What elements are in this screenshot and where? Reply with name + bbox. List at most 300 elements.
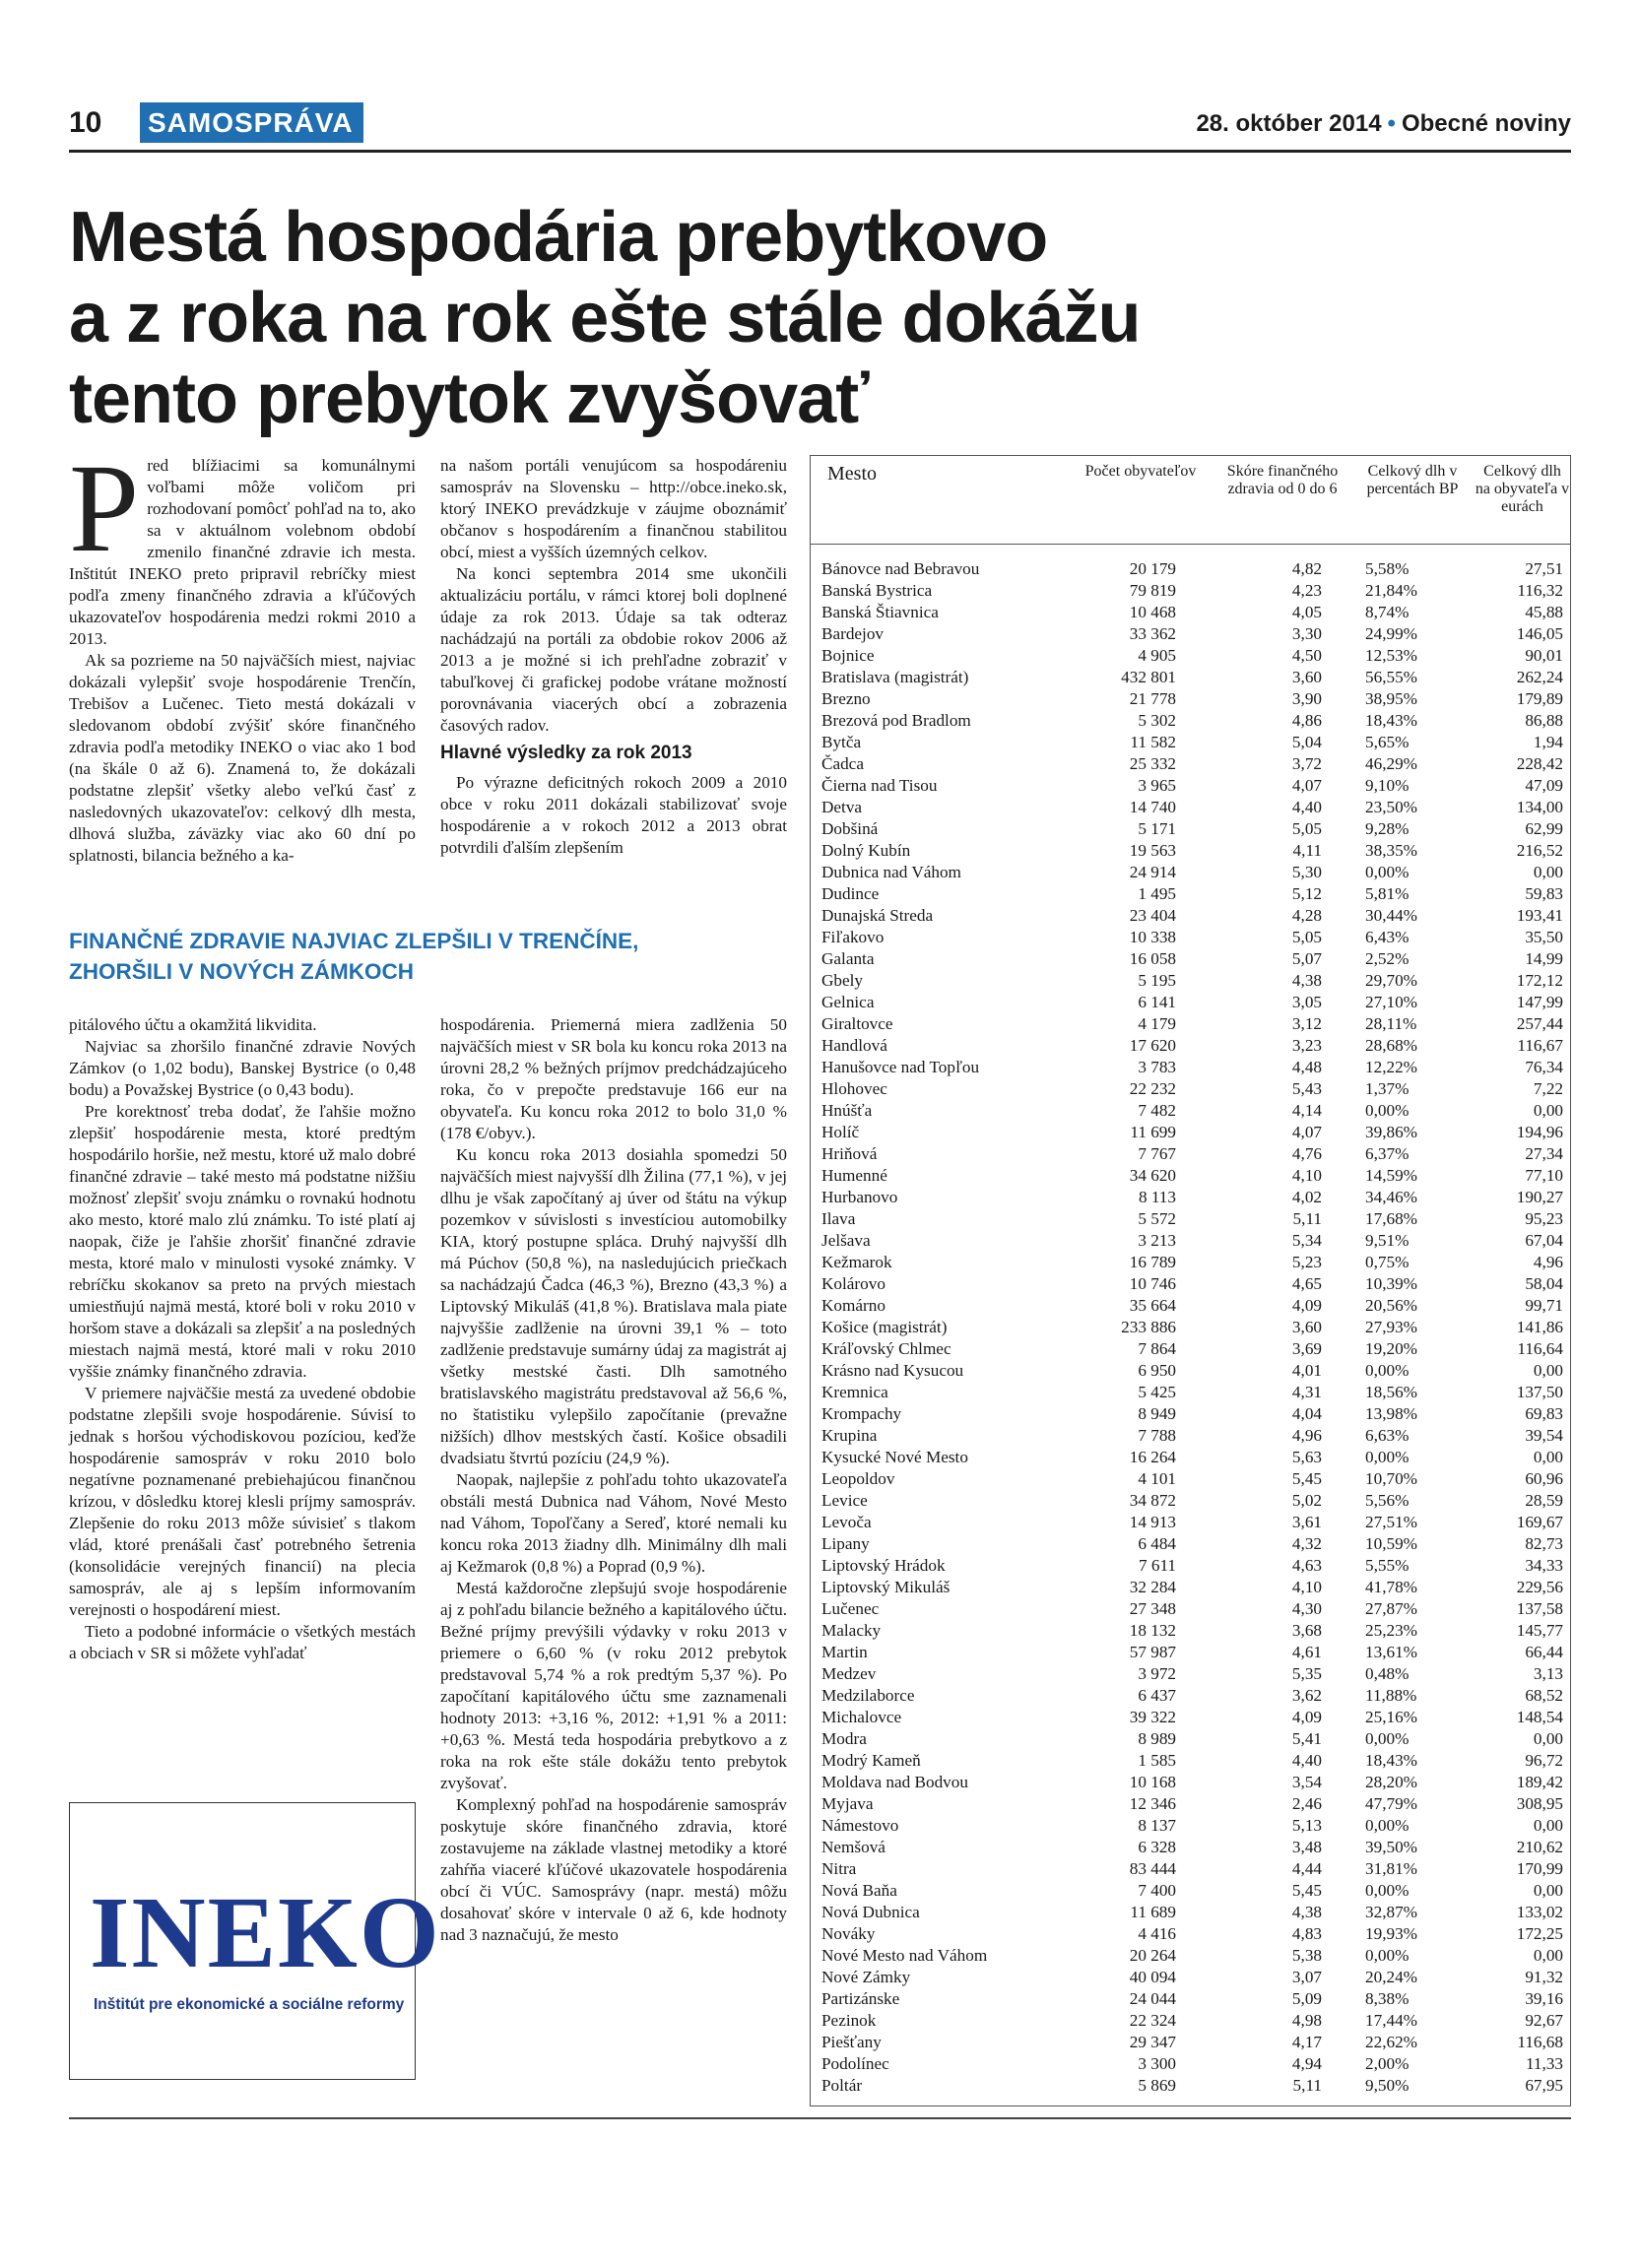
- cell-debt-per-capita: 60,96: [1525, 1468, 1563, 1488]
- cell-population: 5 425: [1138, 1382, 1176, 1401]
- cell-score: 5,05: [1291, 927, 1322, 946]
- cell-city: Handlová: [821, 1035, 887, 1055]
- table-row: [810, 2075, 1571, 2097]
- table-row: [810, 1295, 1571, 1317]
- cell-debt-per-capita: 0,00: [1533, 862, 1563, 881]
- pull-quote: [69, 926, 798, 987]
- cell-score: 4,65: [1291, 1273, 1322, 1293]
- cell-score: 4,11: [1292, 840, 1322, 860]
- table-row: [810, 1208, 1571, 1230]
- table-row: [810, 818, 1571, 840]
- bullet-separator: •: [1387, 110, 1396, 137]
- cell-population: 7 400: [1138, 1880, 1176, 1900]
- cell-debt-per-capita: 210,62: [1516, 1837, 1563, 1856]
- cell-city: Bánovce nad Bebravou: [821, 558, 980, 578]
- cell-debt-per-capita: 90,01: [1525, 645, 1563, 665]
- cell-debt-per-capita: 82,73: [1525, 1533, 1563, 1553]
- table-row: [810, 797, 1571, 818]
- cell-population: 3 783: [1138, 1057, 1176, 1076]
- cell-population: 3 300: [1138, 2053, 1176, 2073]
- cell-debt-percent: 38,35%: [1365, 840, 1417, 860]
- table-row: [810, 1533, 1571, 1555]
- cell-population: 21 778: [1129, 688, 1176, 708]
- cell-population: 10 338: [1129, 927, 1176, 946]
- cell-city: Hanušovce nad Topľou: [821, 1057, 980, 1076]
- table-row: [810, 1620, 1571, 1642]
- cell-debt-per-capita: 189,42: [1516, 1772, 1563, 1791]
- table-row: [810, 710, 1571, 732]
- cell-population: 10 468: [1129, 602, 1176, 621]
- cell-debt-percent: 11,88%: [1365, 1685, 1417, 1705]
- article-column-1-top: [69, 438, 416, 867]
- cell-city: Giraltovce: [821, 1013, 893, 1033]
- cell-score: 3,54: [1291, 1772, 1322, 1791]
- table-row: [810, 1447, 1571, 1468]
- paragraph: Na konci septembra 2014 sme ukončili aktualizáciu portálu, v rámci ktorej boli doplnené údaje za rok 2013. Údaje sa tak odteraz nachádzajú na portáli za obdobie rokov 2006 až 2013 a je možné si ich prehľadne zobraziť v tabuľkovej či grafickej podobe vrátane možností porovnávania viacerých obcí a zobrazenia časových radov.: [440, 564, 787, 735]
- table-row: [810, 1338, 1571, 1360]
- cell-debt-per-capita: 3,13: [1533, 1663, 1563, 1683]
- cell-population: 23 404: [1129, 905, 1176, 925]
- cell-population: 6 328: [1138, 1837, 1176, 1856]
- cell-debt-per-capita: 229,56: [1516, 1577, 1563, 1596]
- cell-debt-per-capita: 14,99: [1525, 948, 1563, 968]
- cell-population: 6 141: [1138, 992, 1176, 1011]
- cell-debt-per-capita: 77,10: [1525, 1165, 1563, 1185]
- paragraph: Ku koncu roka 2013 dosiahla spomedzi 50 najväčších miest najvyšší dlh Žilina (77,1 %), v jej dlhu je však započítaný aj úver od štátu na výkup pozemkov v súvislosti s investíciou automobilky KIA, ktorý postupne spláca. Druhý najvyšší dlh má Púchov (50,8 %), na nasledujúcich priečkach sa nachádzajú Čadca (46,3 %), Brezno (43,3 %) a Liptovský Mikuláš (41,8 %). Bratislava mala piate najvyššie zadlženie na úrovni 39,1 % – toto zadlženie predstavuje sumárny údaj za magistrát aj všetky mestské časti. Dlh samotného bratislavského magistrátu predstavoval až 56,6 %, no štatistiku vylepšilo započítanie (prevažne nižších) dlhov mestských častí. Košice obsadili dvadsiatu štvrtú pozíciu (24,9 %).: [440, 1145, 787, 1467]
- cell-debt-per-capita: 194,96: [1516, 1122, 1563, 1141]
- cell-debt-per-capita: 0,00: [1533, 1815, 1563, 1835]
- cell-population: 34 872: [1129, 1490, 1176, 1510]
- table-row: [810, 1750, 1571, 1772]
- table-row: [810, 732, 1571, 753]
- cell-score: 5,12: [1291, 883, 1322, 903]
- table-row: [810, 862, 1571, 883]
- cell-debt-percent: 25,23%: [1365, 1620, 1417, 1640]
- cell-score: 4,31: [1291, 1382, 1322, 1401]
- cell-score: 3,61: [1291, 1512, 1322, 1531]
- cell-debt-per-capita: 4,96: [1533, 1252, 1563, 1271]
- cell-score: 5,34: [1291, 1230, 1322, 1250]
- table-row: [810, 1793, 1571, 1815]
- cell-score: 4,28: [1291, 905, 1322, 925]
- cell-population: 32 284: [1129, 1577, 1176, 1596]
- cell-debt-per-capita: 27,51: [1525, 558, 1563, 578]
- column-header-debt-per-capita: Celkový dlh na obyvateľa v eurách: [1475, 463, 1570, 515]
- cell-population: 1 585: [1138, 1750, 1176, 1770]
- cell-city: Piešťany: [821, 2032, 882, 2051]
- cell-score: 3,62: [1291, 1685, 1322, 1705]
- cell-city: Bratislava (magistrát): [821, 667, 969, 686]
- table-row: [810, 1837, 1571, 1858]
- issue-date: 28. október 2014: [1196, 110, 1382, 137]
- table-row: [810, 1577, 1571, 1598]
- table-row: [810, 1317, 1571, 1338]
- cell-debt-percent: 14,59%: [1365, 1165, 1417, 1185]
- table-row: [810, 1555, 1571, 1577]
- cell-score: 4,30: [1291, 1598, 1322, 1618]
- cell-debt-percent: 23,50%: [1365, 797, 1417, 816]
- table-row: [810, 948, 1571, 970]
- cell-city: Banská Bystrica: [821, 580, 933, 600]
- cell-population: 8 949: [1138, 1403, 1176, 1423]
- cell-debt-percent: 31,81%: [1365, 1858, 1417, 1878]
- cell-debt-per-capita: 59,83: [1525, 883, 1563, 903]
- cell-population: 25 332: [1129, 753, 1176, 773]
- section-label: SAMOSPRÁVA: [140, 102, 363, 143]
- paragraph: Tieto a podobné informácie o všetkých mestách a obciach v SR si môžete vyhľadať: [69, 1622, 416, 1662]
- table-body: [810, 544, 1571, 2097]
- cell-score: 4,32: [1291, 1533, 1322, 1553]
- table-row: [810, 1252, 1571, 1273]
- cell-debt-percent: 28,11%: [1365, 1013, 1417, 1033]
- cell-debt-percent: 0,00%: [1365, 1815, 1410, 1835]
- cell-debt-percent: 17,68%: [1365, 1208, 1417, 1228]
- cell-population: 33 362: [1129, 623, 1176, 643]
- cell-score: 3,72: [1291, 753, 1322, 773]
- cell-score: 4,02: [1291, 1187, 1322, 1206]
- cell-population: 79 819: [1129, 580, 1176, 600]
- cell-debt-per-capita: 170,99: [1516, 1858, 1563, 1878]
- cell-population: 35 664: [1129, 1295, 1176, 1315]
- cell-debt-percent: 18,43%: [1365, 1750, 1417, 1770]
- cell-score: 5,41: [1291, 1728, 1322, 1748]
- table-row: [810, 2032, 1571, 2053]
- cell-score: 5,23: [1291, 1252, 1322, 1271]
- cell-score: 3,05: [1291, 992, 1322, 1011]
- cell-debt-per-capita: 137,58: [1516, 1598, 1563, 1618]
- cell-city: Brezno: [821, 688, 871, 708]
- cell-score: 4,10: [1291, 1577, 1322, 1596]
- paragraph: V priemere najväčšie mestá za uvedené obdobie podstatne zlepšili svoje hospodárenie. Súvisí to jednak s horšou východiskovou pozíciou, keďže hospodárenie samospráv v roku 2010 bolo negatívne poznamenané prebiehajúcou finančnou krízou, v dôsledku ktorej klesli príjmy samospráv. Zlepšenie do roku 2013 môže súvisieť s tlakom vlád, ktoré prenášali časť potrebného šetrenia (konsolidácie verejných financií) na plecia samospráv, ale aj s lepším informovaním verejnosti o hospodárení miest.: [69, 1384, 416, 1619]
- cell-city: Holíč: [821, 1122, 860, 1141]
- cell-score: 4,82: [1291, 558, 1322, 578]
- cell-debt-percent: 19,20%: [1365, 1338, 1417, 1358]
- cell-city: Banská Štiavnica: [821, 602, 939, 621]
- table-row: [810, 905, 1571, 927]
- cell-population: 14 740: [1129, 797, 1176, 816]
- cell-debt-percent: 27,10%: [1365, 992, 1417, 1011]
- cell-population: 11 699: [1130, 1122, 1176, 1141]
- table-row: [810, 1685, 1571, 1707]
- cell-debt-per-capita: 58,04: [1525, 1273, 1563, 1293]
- table-row: [810, 1815, 1571, 1837]
- cell-debt-per-capita: 0,00: [1533, 1360, 1563, 1380]
- cell-population: 7 788: [1138, 1425, 1176, 1445]
- cell-city: Malacky: [821, 1620, 882, 1640]
- cell-score: 4,04: [1291, 1403, 1322, 1423]
- cell-debt-percent: 29,70%: [1365, 970, 1417, 990]
- cell-debt-percent: 32,87%: [1365, 1902, 1417, 1921]
- table-row: [810, 1403, 1571, 1425]
- cell-debt-per-capita: 116,32: [1517, 580, 1563, 600]
- table-row: [810, 1663, 1571, 1685]
- table-row: [810, 1988, 1571, 2010]
- table-row: [810, 1230, 1571, 1252]
- table-row: [810, 1078, 1571, 1100]
- cell-debt-per-capita: 69,83: [1525, 1403, 1563, 1423]
- cell-population: 16 058: [1129, 948, 1176, 968]
- cell-population: 233 886: [1121, 1317, 1176, 1336]
- cell-city: Partizánske: [821, 1988, 900, 2008]
- cell-score: 3,07: [1291, 1967, 1322, 1986]
- pull-quote-line: ZHORŠILI V NOVÝCH ZÁMKOCH: [69, 959, 415, 984]
- table-row: [810, 1967, 1571, 1988]
- cell-debt-per-capita: 34,33: [1525, 1555, 1563, 1575]
- cell-debt-percent: 0,00%: [1365, 1728, 1410, 1748]
- cell-population: 34 620: [1129, 1165, 1176, 1185]
- cell-debt-per-capita: 1,94: [1533, 732, 1563, 751]
- table-row: [810, 840, 1571, 862]
- cell-score: 5,43: [1291, 1078, 1322, 1098]
- cell-population: 20 264: [1129, 1945, 1176, 1965]
- cell-population: 83 444: [1129, 1858, 1176, 1878]
- cell-city: Gbely: [821, 970, 864, 990]
- cell-score: 4,94: [1291, 2053, 1322, 2073]
- cell-debt-percent: 0,00%: [1365, 1360, 1410, 1380]
- cell-debt-percent: 6,37%: [1365, 1143, 1410, 1163]
- cell-city: Nové Zámky: [821, 1967, 911, 1986]
- cell-population: 5 572: [1138, 1208, 1176, 1228]
- paragraph: Komplexný pohľad na hospodárenie samospráv poskytuje skóre finančného zdravia, ktoré zostavujeme na základe vlastnej metodiky a ktoré zahŕňa viaceré kľúčové ukazovatele hospodárenia obcí či VÚC. Samosprávy (napr. mestá) môžu dosahovať skóre v intervale 0 až 6, kde hodnoty nad 3 naznačujú, že mesto: [440, 1795, 787, 1944]
- cell-city: Kráľovský Chlmec: [821, 1338, 951, 1358]
- cell-population: 29 347: [1129, 2032, 1176, 2051]
- cell-city: Jelšava: [821, 1230, 871, 1250]
- cell-debt-percent: 13,61%: [1365, 1642, 1417, 1661]
- cell-population: 10 746: [1129, 1273, 1176, 1293]
- cell-debt-percent: 27,87%: [1365, 1598, 1417, 1618]
- cell-city: Nové Mesto nad Váhom: [821, 1945, 988, 1965]
- table-row: [810, 1100, 1571, 1122]
- article-column-1-bottom: [69, 1014, 416, 1664]
- table-row: [810, 1923, 1571, 1945]
- cell-debt-per-capita: 76,34: [1525, 1057, 1563, 1076]
- cell-score: 5,11: [1292, 2075, 1322, 2095]
- cell-score: 3,60: [1291, 667, 1322, 686]
- cell-debt-per-capita: 216,52: [1516, 840, 1563, 860]
- cell-debt-percent: 0,75%: [1365, 1252, 1410, 1271]
- cell-population: 27 348: [1129, 1598, 1176, 1618]
- cell-city: Nitra: [821, 1858, 857, 1878]
- cell-debt-per-capita: 67,04: [1525, 1230, 1563, 1250]
- paragraph: Mestá každoročne zlepšujú svoje hospodárenie aj z pohľadu bilancie bežného a kapitálového účtu. Bežné príjmy prevýšili výdavky v roku 2013 v priemere o 6,60 % (v roku 2012 prebytok predstavoval 5,74 % a rok predtým 5,37 %). Po započítaní kapitálového účtu sme zaznamenali hodnoty 2013: +3,16 %, 2012: +1,91 % a 2011: +0,63 %. Mestá teda hospodária prebytkovo a z roka na rok ešte stále dokážu tento prebytok zvyšovať.: [440, 1579, 787, 1792]
- cell-score: 5,35: [1291, 1663, 1322, 1683]
- cell-score: 4,17: [1291, 2032, 1322, 2051]
- cell-score: 4,23: [1291, 580, 1322, 600]
- subheading: Hlavné výsledky za rok 2013: [440, 743, 692, 763]
- cell-score: 5,05: [1291, 818, 1322, 838]
- table-row: [810, 1165, 1571, 1187]
- cell-score: 4,61: [1291, 1642, 1322, 1661]
- cell-debt-percent: 9,28%: [1365, 818, 1410, 838]
- cell-debt-per-capita: 45,88: [1525, 602, 1563, 621]
- cell-debt-percent: 27,51%: [1365, 1512, 1417, 1531]
- city-finance-table: [810, 455, 1571, 2097]
- cell-score: 5,11: [1292, 1208, 1322, 1228]
- cell-debt-percent: 46,29%: [1365, 753, 1417, 773]
- cell-score: 5,38: [1291, 1945, 1322, 1965]
- cell-debt-per-capita: 134,00: [1516, 797, 1563, 816]
- cell-city: Poltár: [821, 2075, 863, 2095]
- cell-debt-per-capita: 39,16: [1525, 1988, 1563, 2008]
- cell-city: Liptovský Mikuláš: [821, 1577, 951, 1596]
- cell-city: Hlohovec: [821, 1078, 887, 1098]
- cell-population: 10 168: [1129, 1772, 1176, 1791]
- cell-debt-per-capita: 262,24: [1516, 667, 1563, 686]
- cell-population: 16 264: [1129, 1447, 1176, 1466]
- cell-score: 2,46: [1291, 1793, 1322, 1813]
- cell-debt-per-capita: 308,95: [1516, 1793, 1563, 1813]
- table-row: [810, 1273, 1571, 1295]
- cell-city: Leopoldov: [821, 1468, 895, 1488]
- table-row: [810, 667, 1571, 688]
- cell-population: 7 864: [1138, 1338, 1176, 1358]
- cell-debt-percent: 27,93%: [1365, 1317, 1417, 1336]
- table-row: [810, 1512, 1571, 1533]
- cell-score: 4,44: [1291, 1858, 1322, 1878]
- headline-line: a z roka na rok ešte stále dokážu: [69, 279, 1141, 357]
- cell-population: 22 324: [1129, 2010, 1176, 2030]
- cell-city: Nováky: [821, 1923, 876, 1943]
- table-row: [810, 1490, 1571, 1512]
- cell-city: Námestovo: [821, 1815, 899, 1835]
- cell-debt-percent: 39,86%: [1365, 1122, 1417, 1141]
- ineko-logo: INEKO: [90, 1876, 441, 1989]
- footer-rule: [69, 2117, 1571, 2119]
- cell-debt-per-capita: 95,23: [1525, 1208, 1563, 1228]
- cell-population: 4 416: [1138, 1923, 1176, 1943]
- cell-debt-per-capita: 11,33: [1525, 2053, 1563, 2073]
- cell-debt-per-capita: 62,99: [1525, 818, 1563, 838]
- cell-debt-percent: 13,98%: [1365, 1403, 1417, 1423]
- cell-city: Medzev: [821, 1663, 877, 1683]
- cell-city: Dolný Kubín: [821, 840, 911, 860]
- cell-population: 7 482: [1138, 1100, 1176, 1120]
- cell-score: 3,30: [1291, 623, 1322, 643]
- cell-debt-per-capita: 35,50: [1525, 927, 1563, 946]
- cell-city: Levoča: [821, 1512, 872, 1531]
- cell-city: Modra: [821, 1728, 867, 1748]
- cell-city: Čadca: [821, 753, 864, 773]
- cell-city: Kysucké Nové Mesto: [821, 1447, 968, 1466]
- cell-city: Čierna nad Tisou: [821, 775, 938, 795]
- cell-debt-percent: 25,16%: [1365, 1707, 1417, 1726]
- table-row: [810, 1468, 1571, 1490]
- cell-debt-percent: 6,43%: [1365, 927, 1410, 946]
- headline: [69, 197, 1566, 439]
- cell-debt-percent: 20,24%: [1365, 1967, 1417, 1986]
- cell-population: 40 094: [1129, 1967, 1176, 1986]
- page-number: 10: [69, 106, 102, 139]
- cell-debt-percent: 17,44%: [1365, 2010, 1417, 2030]
- cell-population: 432 801: [1121, 667, 1176, 686]
- table-row: [810, 1187, 1571, 1208]
- paragraph: red blížiacimi sa komunálnymi voľbami môže voličom pri rozhodovaní pomôcť pohľad na to, ako sa v aktuálnom volebnom období zmenilo finančné zdravie ich mesta. Inštitút INEKO preto pripravil rebríčky miest podľa zmeny finančného zdravia a kľúčových ukazovateľov hospodárenia medzi rokmi 2010 a 2013.: [69, 456, 416, 648]
- issue-info: [1196, 110, 1571, 138]
- cell-city: Podolínec: [821, 2053, 889, 2073]
- cell-score: 4,07: [1291, 1122, 1322, 1141]
- cell-score: 5,04: [1291, 732, 1322, 751]
- cell-population: 16 789: [1129, 1252, 1176, 1271]
- column-header-city: Mesto: [827, 463, 877, 485]
- cell-population: 1 495: [1138, 883, 1176, 903]
- cell-score: 3,60: [1291, 1317, 1322, 1336]
- cell-debt-percent: 6,63%: [1365, 1425, 1410, 1445]
- cell-score: 4,14: [1291, 1100, 1322, 1120]
- cell-debt-percent: 9,51%: [1365, 1230, 1410, 1250]
- cell-population: 18 132: [1129, 1620, 1176, 1640]
- cell-population: 7 611: [1138, 1555, 1176, 1575]
- cell-debt-percent: 39,50%: [1365, 1837, 1417, 1856]
- cell-debt-percent: 1,37%: [1365, 1078, 1410, 1098]
- cell-debt-per-capita: 67,95: [1525, 2075, 1563, 2095]
- cell-population: 24 044: [1129, 1988, 1176, 2008]
- cell-city: Kežmarok: [821, 1252, 892, 1271]
- cell-score: 3,90: [1291, 688, 1322, 708]
- table-row: [810, 1360, 1571, 1382]
- cell-city: Komárno: [821, 1295, 886, 1315]
- cell-debt-per-capita: 145,77: [1516, 1620, 1563, 1640]
- cell-debt-per-capita: 116,67: [1517, 1035, 1563, 1055]
- cell-score: 4,83: [1291, 1923, 1322, 1943]
- cell-city: Brezová pod Bradlom: [821, 710, 971, 730]
- cell-debt-percent: 21,84%: [1365, 580, 1417, 600]
- cell-debt-percent: 0,00%: [1365, 862, 1410, 881]
- cell-city: Krupina: [821, 1425, 878, 1445]
- cell-debt-per-capita: 146,05: [1516, 623, 1563, 643]
- cell-score: 4,09: [1291, 1295, 1322, 1315]
- cell-city: Pezinok: [821, 2010, 877, 2030]
- cell-debt-percent: 9,10%: [1365, 775, 1410, 795]
- cell-debt-per-capita: 228,42: [1516, 753, 1563, 773]
- cell-population: 3 213: [1138, 1230, 1176, 1250]
- table-row: [810, 992, 1571, 1013]
- cell-score: 5,07: [1291, 948, 1322, 968]
- cell-city: Michalovce: [821, 1707, 902, 1726]
- cell-debt-percent: 0,00%: [1365, 1100, 1410, 1120]
- cell-population: 4 179: [1138, 1013, 1176, 1033]
- table-row: [810, 775, 1571, 797]
- cell-score: 4,38: [1291, 1902, 1322, 1921]
- cell-population: 4 905: [1138, 645, 1176, 665]
- cell-city: Krompachy: [821, 1403, 902, 1423]
- cell-score: 4,40: [1291, 1750, 1322, 1770]
- cell-debt-percent: 56,55%: [1365, 667, 1417, 686]
- cell-debt-percent: 10,59%: [1365, 1533, 1417, 1553]
- cell-population: 20 179: [1129, 558, 1176, 578]
- cell-population: 8 113: [1138, 1187, 1176, 1206]
- cell-score: 3,69: [1291, 1338, 1322, 1358]
- cell-debt-per-capita: 39,54: [1525, 1425, 1563, 1445]
- table-row: [810, 927, 1571, 948]
- paragraph: na našom portáli venujúcom sa hospodáreniu samospráv na Slovensku – http://obce.ineko.sk, ktorý INEKO prevádzkuje v záujme oboznámiť občanov s hospodárením a finančnou stabilitou obcí, miest a vyšších územných celkov.: [440, 456, 787, 561]
- table-row: [810, 688, 1571, 710]
- paragraph: Pre korektnosť treba dodať, že ľahšie možno zlepšiť hospodárenie mesta, ktoré predtým hospodárilo horšie, než mestu, ktoré už malo dobré finančné zdravie – také mesto má podstatne nižšiu možnosť zlepšiť svoju známku o rovnakú hodnotu ako mesto, ktoré malo zlú známku. To isté platí aj naopak, čiže je ľahšie zhoršiť finančné zdravie mesta, ktoré malo v minulosti vysoké známky. V rebríčku skokanov sa preto na prvých miestach umiestňujú najmä mestá, ktoré boli v roku 2010 v horšom stave a dokázali sa zlepšiť a na posledných miestach najmä mestá, ktoré mali v roku 2010 vyššie známky finančného zdravia.: [69, 1102, 416, 1381]
- ineko-logo-box: [69, 1802, 441, 2080]
- cell-debt-percent: 18,43%: [1365, 710, 1417, 730]
- table-row: [810, 1143, 1571, 1165]
- pull-quote-line: FINANČNÉ ZDRAVIE NAJVIAC ZLEPŠILI V TRENČÍNE,: [69, 929, 639, 953]
- cell-debt-per-capita: 0,00: [1533, 1100, 1563, 1120]
- cell-debt-percent: 0,00%: [1365, 1945, 1410, 1965]
- cell-city: Bytča: [821, 732, 862, 751]
- cell-city: Humenné: [821, 1165, 887, 1185]
- cell-population: 19 563: [1129, 840, 1176, 860]
- cell-score: 5,63: [1291, 1447, 1322, 1466]
- cell-population: 7 767: [1138, 1143, 1176, 1163]
- cell-population: 3 965: [1138, 775, 1176, 795]
- cell-score: 5,09: [1291, 1988, 1322, 2008]
- cell-debt-per-capita: 28,59: [1525, 1490, 1563, 1510]
